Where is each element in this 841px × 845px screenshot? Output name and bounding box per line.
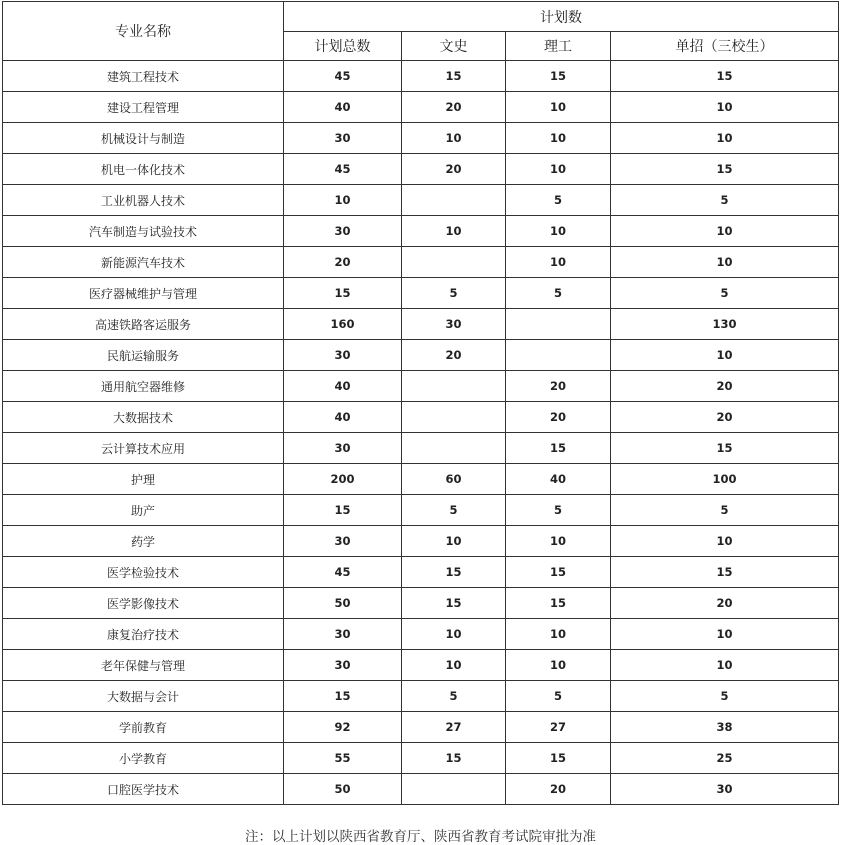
major-name-cell: 机械设计与制造 <box>3 123 284 154</box>
major-name-cell: 助产 <box>3 495 284 526</box>
major-name-cell: 大数据与会计 <box>3 681 284 712</box>
total-cell: 92 <box>284 712 402 743</box>
major-name-cell: 口腔医学技术 <box>3 774 284 805</box>
science-cell: 10 <box>506 154 611 185</box>
single-recruit-cell: 5 <box>611 681 839 712</box>
major-name-cell: 云计算技术应用 <box>3 433 284 464</box>
table-row <box>3 526 839 557</box>
major-name-cell: 大数据技术 <box>3 402 284 433</box>
arts-cell <box>402 402 506 433</box>
arts-cell <box>402 247 506 278</box>
total-cell: 15 <box>284 278 402 309</box>
table-row <box>3 247 839 278</box>
science-cell: 5 <box>506 681 611 712</box>
science-cell: 10 <box>506 247 611 278</box>
arts-cell: 20 <box>402 154 506 185</box>
table-row <box>3 743 839 774</box>
single-recruit-cell: 100 <box>611 464 839 495</box>
table-row <box>3 557 839 588</box>
science-cell: 15 <box>506 433 611 464</box>
single-recruit-cell: 10 <box>611 526 839 557</box>
table-row <box>3 185 839 216</box>
science-cell: 15 <box>506 743 611 774</box>
science-cell: 15 <box>506 588 611 619</box>
table-row <box>3 650 839 681</box>
science-cell: 40 <box>506 464 611 495</box>
science-cell: 20 <box>506 371 611 402</box>
single-recruit-cell: 10 <box>611 340 839 371</box>
arts-cell: 15 <box>402 557 506 588</box>
total-cell: 30 <box>284 650 402 681</box>
total-cell: 55 <box>284 743 402 774</box>
arts-cell <box>402 433 506 464</box>
major-name-cell: 工业机器人技术 <box>3 185 284 216</box>
total-cell: 40 <box>284 92 402 123</box>
arts-cell: 20 <box>402 340 506 371</box>
science-cell: 20 <box>506 774 611 805</box>
science-cell: 20 <box>506 402 611 433</box>
science-cell: 10 <box>506 619 611 650</box>
major-name-cell: 老年保健与管理 <box>3 650 284 681</box>
table-row <box>3 123 839 154</box>
total-cell: 45 <box>284 154 402 185</box>
footnote: 注：以上计划以陕西省教育厅、陕西省教育考试院审批为准 <box>245 829 596 845</box>
header-single-recruit: 单招（三校生） <box>611 32 839 61</box>
total-cell: 50 <box>284 588 402 619</box>
table-row <box>3 464 839 495</box>
science-cell: 10 <box>506 123 611 154</box>
table-body <box>3 61 839 805</box>
arts-cell: 20 <box>402 92 506 123</box>
total-cell: 50 <box>284 774 402 805</box>
arts-cell: 5 <box>402 681 506 712</box>
total-cell: 200 <box>284 464 402 495</box>
arts-cell <box>402 185 506 216</box>
science-cell: 10 <box>506 526 611 557</box>
science-cell: 27 <box>506 712 611 743</box>
total-cell: 45 <box>284 61 402 92</box>
single-recruit-cell: 25 <box>611 743 839 774</box>
major-name-cell: 通用航空器维修 <box>3 371 284 402</box>
arts-cell: 60 <box>402 464 506 495</box>
science-cell <box>506 309 611 340</box>
single-recruit-cell: 10 <box>611 216 839 247</box>
single-recruit-cell: 5 <box>611 185 839 216</box>
arts-cell: 30 <box>402 309 506 340</box>
total-cell: 20 <box>284 247 402 278</box>
total-cell: 15 <box>284 495 402 526</box>
header-row <box>3 2 839 32</box>
table-row <box>3 495 839 526</box>
total-cell: 30 <box>284 216 402 247</box>
single-recruit-cell: 130 <box>611 309 839 340</box>
table-row <box>3 92 839 123</box>
total-cell: 160 <box>284 309 402 340</box>
total-cell: 45 <box>284 557 402 588</box>
table-row <box>3 154 839 185</box>
table-row <box>3 309 839 340</box>
single-recruit-cell: 10 <box>611 619 839 650</box>
science-cell <box>506 340 611 371</box>
header-major-name: 专业名称 <box>3 2 284 61</box>
table-row <box>3 402 839 433</box>
table-row <box>3 433 839 464</box>
table-row <box>3 619 839 650</box>
arts-cell: 10 <box>402 619 506 650</box>
major-name-cell: 药学 <box>3 526 284 557</box>
major-name-cell: 高速铁路客运服务 <box>3 309 284 340</box>
major-name-cell: 康复治疗技术 <box>3 619 284 650</box>
science-cell: 5 <box>506 495 611 526</box>
single-recruit-cell: 38 <box>611 712 839 743</box>
arts-cell: 10 <box>402 526 506 557</box>
major-name-cell: 护理 <box>3 464 284 495</box>
major-name-cell: 医学检验技术 <box>3 557 284 588</box>
science-cell: 10 <box>506 92 611 123</box>
table-row <box>3 774 839 805</box>
header-plan-group: 计划数 <box>284 2 839 32</box>
major-name-cell: 建筑工程技术 <box>3 61 284 92</box>
single-recruit-cell: 5 <box>611 278 839 309</box>
arts-cell: 5 <box>402 278 506 309</box>
single-recruit-cell: 10 <box>611 247 839 278</box>
science-cell: 10 <box>506 216 611 247</box>
total-cell: 30 <box>284 123 402 154</box>
total-cell: 40 <box>284 371 402 402</box>
arts-cell: 10 <box>402 123 506 154</box>
total-cell: 40 <box>284 402 402 433</box>
total-cell: 10 <box>284 185 402 216</box>
major-name-cell: 小学教育 <box>3 743 284 774</box>
major-name-cell: 新能源汽车技术 <box>3 247 284 278</box>
table-row <box>3 712 839 743</box>
science-cell: 5 <box>506 278 611 309</box>
header-arts: 文史 <box>402 32 506 61</box>
table-row <box>3 340 839 371</box>
major-name-cell: 民航运输服务 <box>3 340 284 371</box>
arts-cell: 15 <box>402 743 506 774</box>
single-recruit-cell: 10 <box>611 123 839 154</box>
single-recruit-cell: 15 <box>611 557 839 588</box>
single-recruit-cell: 15 <box>611 154 839 185</box>
table-row <box>3 61 839 92</box>
table-row <box>3 681 839 712</box>
header-science: 理工 <box>506 32 611 61</box>
major-name-cell: 汽车制造与试验技术 <box>3 216 284 247</box>
single-recruit-cell: 20 <box>611 402 839 433</box>
total-cell: 15 <box>284 681 402 712</box>
arts-cell: 5 <box>402 495 506 526</box>
single-recruit-cell: 5 <box>611 495 839 526</box>
arts-cell: 27 <box>402 712 506 743</box>
table-row <box>3 588 839 619</box>
total-cell: 30 <box>284 526 402 557</box>
single-recruit-cell: 30 <box>611 774 839 805</box>
arts-cell: 15 <box>402 588 506 619</box>
single-recruit-cell: 20 <box>611 371 839 402</box>
table-row <box>3 216 839 247</box>
major-name-cell: 医学影像技术 <box>3 588 284 619</box>
total-cell: 30 <box>284 619 402 650</box>
major-name-cell: 机电一体化技术 <box>3 154 284 185</box>
enrollment-plan-table <box>2 1 839 805</box>
major-name-cell: 建设工程管理 <box>3 92 284 123</box>
table-row <box>3 371 839 402</box>
arts-cell: 10 <box>402 216 506 247</box>
science-cell: 15 <box>506 557 611 588</box>
arts-cell <box>402 371 506 402</box>
single-recruit-cell: 10 <box>611 92 839 123</box>
total-cell: 30 <box>284 433 402 464</box>
science-cell: 15 <box>506 61 611 92</box>
single-recruit-cell: 15 <box>611 433 839 464</box>
table-row <box>3 278 839 309</box>
single-recruit-cell: 20 <box>611 588 839 619</box>
arts-cell: 10 <box>402 650 506 681</box>
single-recruit-cell: 15 <box>611 61 839 92</box>
major-name-cell: 医疗器械维护与管理 <box>3 278 284 309</box>
arts-cell <box>402 774 506 805</box>
science-cell: 10 <box>506 650 611 681</box>
major-name-cell: 学前教育 <box>3 712 284 743</box>
single-recruit-cell: 10 <box>611 650 839 681</box>
header-total: 计划总数 <box>284 32 402 61</box>
science-cell: 5 <box>506 185 611 216</box>
arts-cell: 15 <box>402 61 506 92</box>
total-cell: 30 <box>284 340 402 371</box>
